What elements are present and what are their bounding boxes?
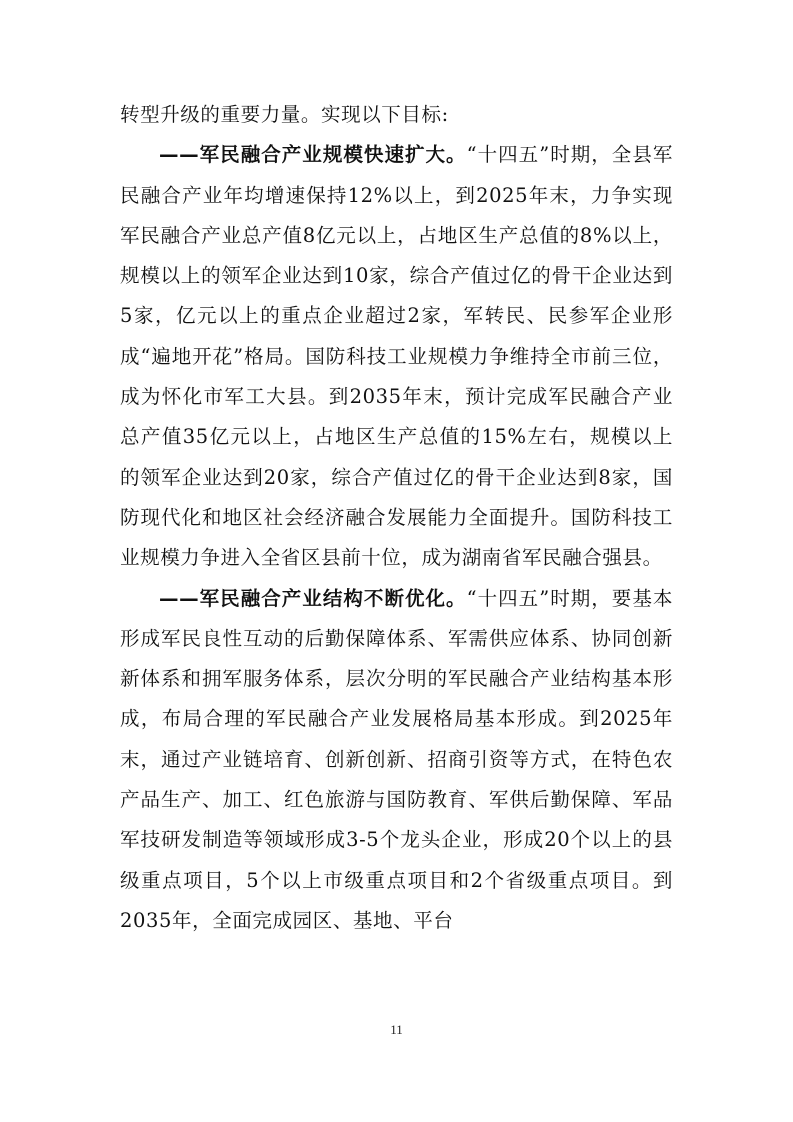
page-number: 11 [390, 1022, 403, 1037]
paragraph-body: 转型升级的重要力量。实现以下目标: [120, 103, 449, 126]
goal-heading: ——军民融合产业结构不断优化。 [159, 586, 467, 610]
paragraph-continuation [120, 95, 673, 135]
paragraph-goal-scale [120, 135, 673, 578]
goal-heading: ——军民融合产业规模快速扩大。 [159, 143, 467, 167]
paragraph-body: “十四五”时期，要基本形成军民良性互动的后勤保障体系、军需供应体系、协同创新新体系和拥军服务体系，层次分明的军民融合产业结构基本形成，布局合理的军民融合产业发展格局基本形成。到2025年末，通过产业链培育、创新创新、招商引资等方式，在特色农产品生产、加工、红色旅游与国防教育、军供后勤保障、军品军技研发制造等领域形成3-5个龙头企业，形成20个以上的县级重点项目，5个以上市级重点项目和2个省级重点项目。到2035年，全面完成园区、基地、平台 [120, 586, 673, 932]
body-text [120, 95, 673, 941]
paragraph-body: “十四五”时期，全县军民融合产业年均增速保持12%以上，到2025年末，力争实现军民融合产业总产值8亿元以上，占地区生产总值的8%以上，规模以上的领军企业达到10家，综合产值过亿的骨干企业达到5家，亿元以上的重点企业超过2家，军转民、民参军企业形成“遍地开花”格局。国防科技工业规模力争维持全市前三位，成为怀化市军工大县。到2035年末，预计完成军民融合产业总产值35亿元以上，占地区生产总值的15%左右，规模以上的领军企业达到20家，综合产值过亿的骨干企业达到8家，国防现代化和地区社会经济融合发展能力全面提升。国防科技工业规模力争进入全省区县前十位，成为湖南省军民融合强县。 [120, 143, 673, 570]
paragraph-goal-structure [120, 579, 673, 942]
